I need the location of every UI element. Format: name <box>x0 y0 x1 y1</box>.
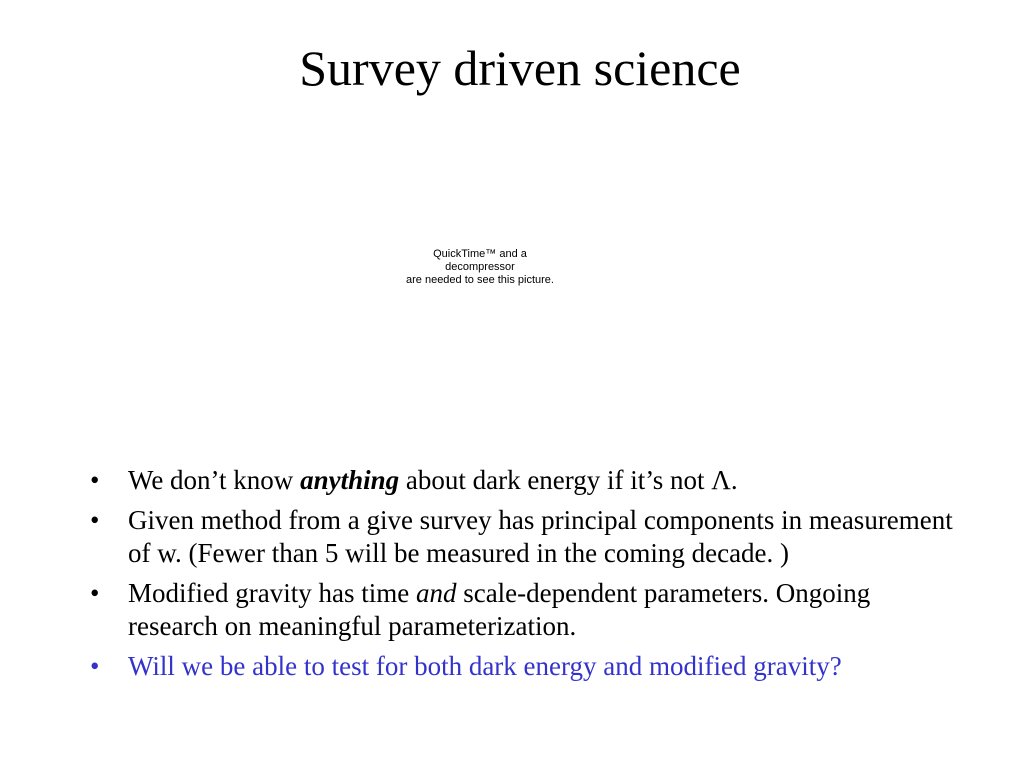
bullet-text: Given method from a give survey has principal components in measurement of w. (Fewer than 5 will be measured in the coming decade. ) <box>128 505 953 568</box>
quicktime-placeholder <box>360 248 600 287</box>
placeholder-line-2: decompressor <box>445 261 515 273</box>
bullet-text: about dark energy if it’s not Λ. <box>399 465 738 495</box>
bullet-marker: • <box>90 651 100 681</box>
bullet-marker: • <box>90 505 100 535</box>
bullet-text: Will we be able to test for both dark energy and modified gravity? <box>128 651 842 681</box>
bullet-list <box>90 464 960 690</box>
bullet-text: Modified gravity has time <box>128 578 416 608</box>
bullet-text: We don’t know <box>128 465 301 495</box>
bullet-item-dark-energy <box>90 464 960 497</box>
bullet-item-principal-components <box>90 504 960 570</box>
bullet-text: scale-dependent parameters. Ongoing research on meaningful parameterization. <box>128 578 871 641</box>
bullet-marker: • <box>90 465 100 495</box>
bullet-item-modified-gravity <box>90 577 960 643</box>
bullet-item-question <box>90 650 960 683</box>
placeholder-line-1: QuickTime™ and a <box>433 248 527 260</box>
bullet-emphasis: and <box>415 578 457 608</box>
slide-title: Survey driven science <box>299 40 741 96</box>
bullet-marker: • <box>90 578 100 608</box>
bullet-emphasis: anything <box>300 465 400 495</box>
placeholder-line-3: are needed to see this picture. <box>406 274 554 286</box>
